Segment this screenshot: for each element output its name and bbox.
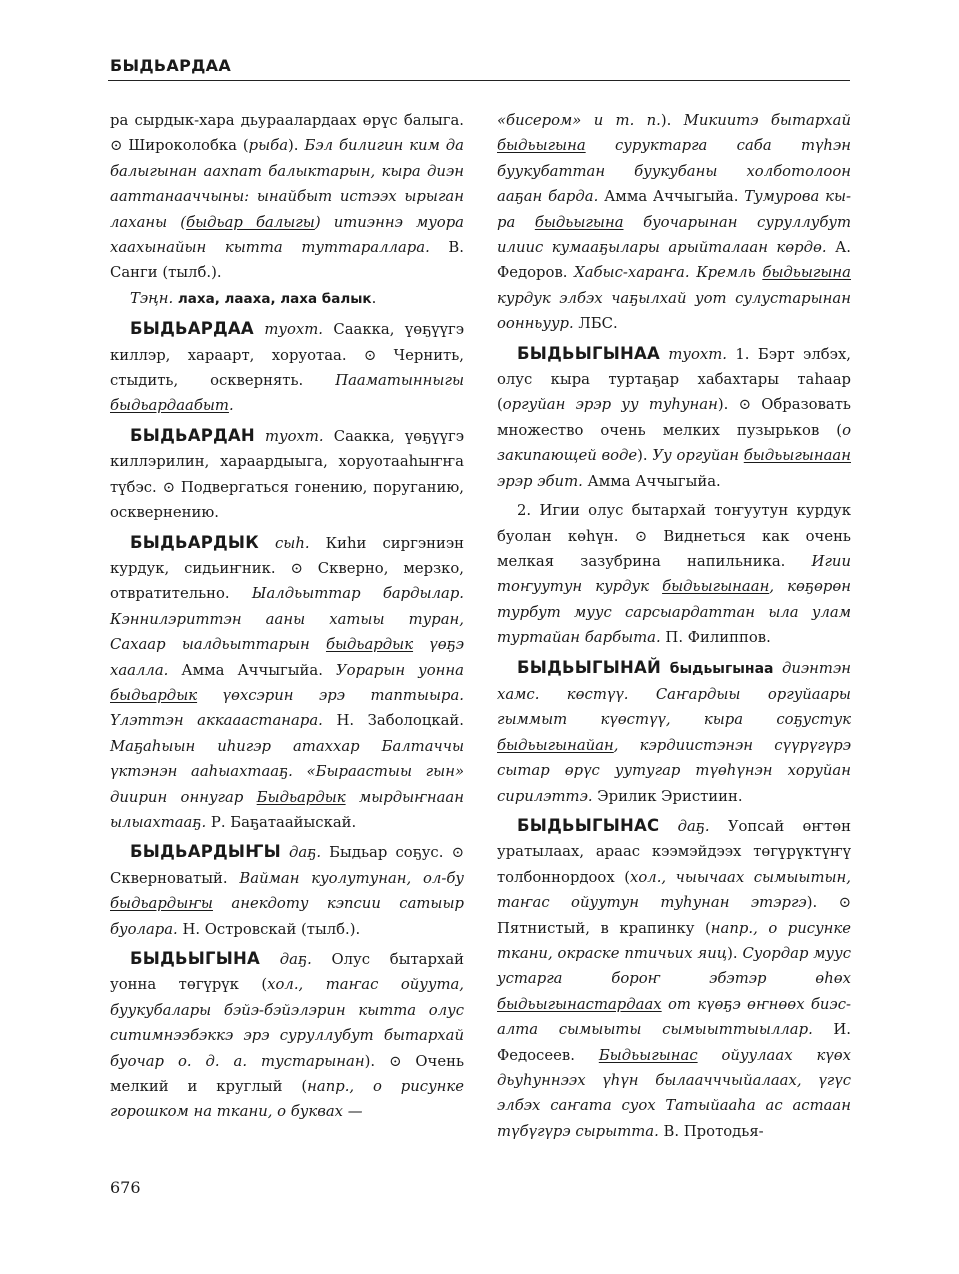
headword: БЫДЬАРДАН <box>130 425 255 445</box>
entry-bydardan: БЫДЬАРДАН туохт. Саакка, үөҕүүгэ киллэрилин, хараардыыга, хоруотааһыҥҥа түбэс. ⊙ Подвергаться гонению, поруганию, осквернению. <box>110 425 464 522</box>
header-rule <box>108 80 850 81</box>
entry-bydardyk: БЫДЬАРДЫК сыһ. Киһи сиргэниэн курдук, сидьиҥник. ⊙ Скверно, мерзко, отвратительно. Ыалдьыттар бардылар. Кэннилэриттэн ааны хатыы туран, Сахаар ыалдьыттарын быдьардык үөҕэ хаалла. Амма Аччыгыйа. Уорарын уонна быдьардык үөхсэрин эрэ таптыыра. Үлэттэн аккааастанара. Н. Заболоцкай. Маҕаһыын иһигэр атаххар Балтаччы үктэнэн ааһыахтааҕ. «Быраастыы гын» диирин оннугар Быдьардык мырдыҥнаан ылыахтааҕ. Р. Баҕатаайыскай. <box>110 532 464 831</box>
compare-note: Тэңн. лаха, лааха, лаха балык. <box>130 289 377 307</box>
entry-bydygyna: БЫДЬЫГЫНА даҕ. Олус бытархай уонна төгүрүк (хол., таҥас ойуута, буукубалары бэйэ-бэйэлэрин кытта олус ситимнээбэккэ эрэ суруллубут бытархай буочар о. д. а. тустарынан). ⊙ Очень мелкий и круглый (напр., о рисунке горошком на ткани, о буквах — <box>110 949 465 1121</box>
entry-bydygynaa: БЫДЬЫГЫНАА туохт. 1. Бэрт элбэх, олус кыра туртаҕар хабахтары таһаар (оргуйан эрэр уу туһунан). ⊙ Образовать множество очень мелких пузырьков (о закипающей воде). Уу оргуйан быдьыгынаан эрэр эбит. Амма Аччыгыйа. <box>497 343 851 490</box>
headword: БЫДЬАРДАА <box>130 319 254 339</box>
right-column <box>497 108 851 1144</box>
headword: БЫДЬАРДЫК <box>130 532 259 552</box>
headword: БЫДЬАРДЫҤЫ <box>130 842 281 862</box>
entry-bydygynas: БЫДЬЫГЫНАС даҕ. Уопсай өҥтөн уратылаах, араас кээмэйдээх төгүрүктүҥү толбоннордоох (хол., чыычаах сымыытын, таҥас ойуутун туһунан этэргэ). ⊙ Пятнистый, в крапинку (напр., о рисунке ткани, окраске птичьих яиц). Суордар муус устарга бороҥ эбэтэр өһөх быдьыгынастардаах от күөҕэ өҥнөөх биэс-алта сымыыты сымыыттыыллар. И. Федосеев. Быдьыгынас ойуулаах күөх дьуһуннээх үһүн былаачччыйалаах, үгүс элбэх саҥата суох Татыйааһа ас астаан түбүгүрэ сырытта. В. Протодья- <box>497 815 852 1140</box>
running-head: БЫДЬАРДАА <box>110 56 232 75</box>
entry-bydardaa: БЫДЬАРДАА туохт. Саакка, үөҕүүгэ киллэр, хараарт, хоруотаа. ⊙ Чернить, стыдить, осквернять. Пааматынныгы быдьардаабыт. <box>110 319 464 415</box>
entry-bydygynaa-sense-2: 2. Игии олус бытархай тоҥуутун курдук буолан көһүн. ⊙ Виднеться как очень мелкая зазубрина напильника. Игии тоҥуутун курдук быдьыгынаан, көҕөрөн турбут муус сарсыардаттан ыла улам туртайан барбыта. П. Филиппов. <box>497 502 851 647</box>
page-number: 676 <box>110 1178 141 1197</box>
entry-bydygynai: БЫДЬЫГЫНАЙ быдьыгынаа диэнтэн хамс. көстүү. Саҥардыы оргуйаары гыммыт күөстүү, кыра соҕустук быдьыгынайан, кэрдиистэнэн сүүрүгүрэ сытар өрүс уутугар түөһүнэн хоруйан сирилэттэ. Эрилик Эристиин. <box>497 657 851 805</box>
headword: БЫДЬЫГЫНА <box>130 949 261 968</box>
left-column <box>110 108 464 1125</box>
continued-entry-text: ра сырдык-хара дьураалардаах өрүс балыга. ⊙ Широколобка (рыба). Бэл билигин ким да балыгынан аахпат балыктарын, кыра диэн ааттанааччыны: ынайбыт истээх ырыган лаханы (быдьар балыгы) итиэннэ муора хаахынайын кытта туттараллара. В. Санги (тылб.). <box>110 112 465 282</box>
entry-bydardyngy: БЫДЬАРДЫҤЫ даҕ. Быдьар соҕус. ⊙ Скверноватый. Вайман куолутунан, ол-бу быдьардыҥы анекдоту кэпсии сатыыр буолара. Н. Островскай (тылб.). <box>110 842 464 938</box>
headword: БЫДЬЫГЫНАС <box>517 815 660 835</box>
headword: БЫДЬЫГЫНАА <box>517 343 660 363</box>
headword: БЫДЬЫГЫНАЙ <box>517 657 662 677</box>
continued-entry-text: «бисером» и т. п.). Микиитэ бытархай быдьыгына суруктарга саба түһэн буукубаттан буукубаны холботолоон ааҕан барда. Амма Аччыгыйа. Тумурова кы-ра быдьыгына буочарынан суруллубут илиис кумааҕылары арыйталаан көрдө. А. Федоров. Хабыс-хараҥа. Кремль быдьыгына курдук элбэх чаҕылхай уот сулустарынан оонньуур. ЛБС. <box>497 112 852 333</box>
